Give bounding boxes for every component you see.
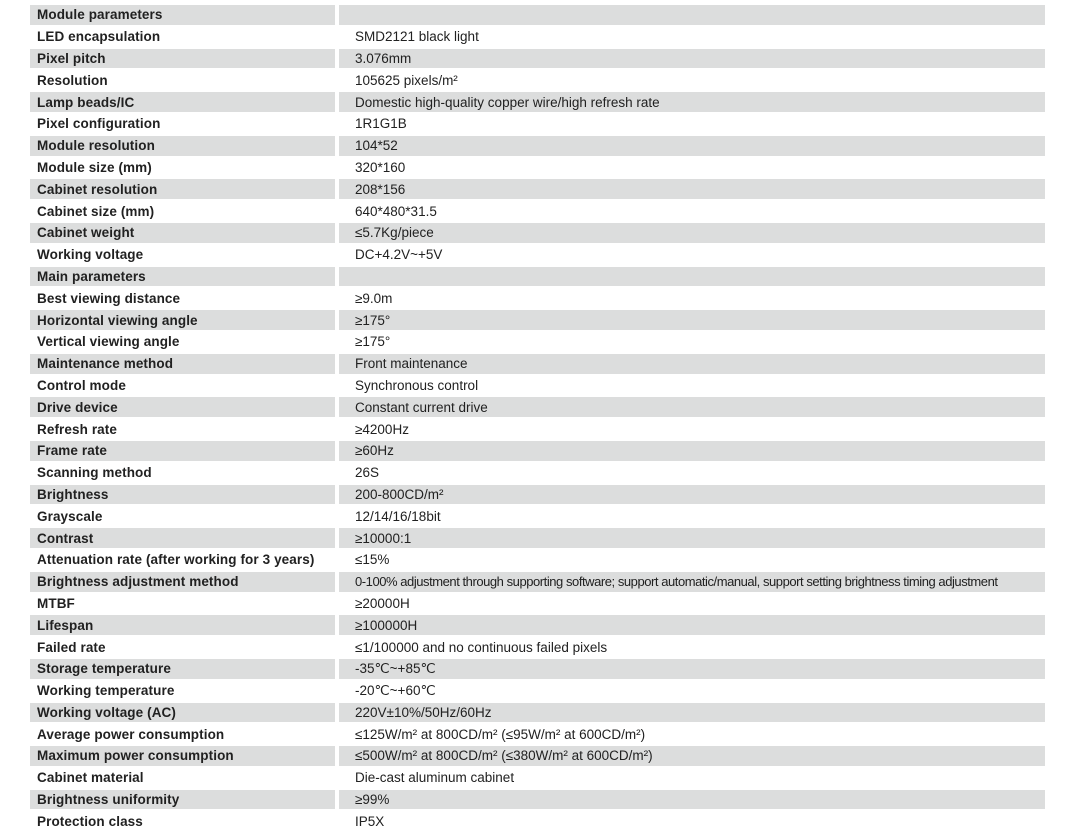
param-label: MTBF — [30, 594, 335, 616]
param-value: 220V±10%/50Hz/60Hz — [339, 703, 1045, 725]
param-label: Maximum power consumption — [30, 746, 335, 768]
table-row — [30, 681, 1045, 703]
param-value: ≥60Hz — [339, 441, 1045, 463]
param-value: 208*156 — [339, 179, 1045, 201]
table-row — [30, 485, 1045, 507]
param-label: Attenuation rate (after working for 3 years) — [30, 550, 335, 572]
param-value: ≤5.7Kg/piece — [339, 223, 1045, 245]
param-label: Average power consumption — [30, 724, 335, 746]
param-label: Resolution — [30, 70, 335, 92]
param-label: Contrast — [30, 528, 335, 550]
table-row — [30, 419, 1045, 441]
table-row — [30, 354, 1045, 376]
param-value: ≥20000H — [339, 594, 1045, 616]
param-value: ≥4200Hz — [339, 419, 1045, 441]
table-row — [30, 594, 1045, 616]
param-value: DC+4.2V~+5V — [339, 245, 1045, 267]
table-row — [30, 179, 1045, 201]
param-label: Protection class — [30, 811, 335, 833]
table-row — [30, 572, 1045, 594]
table-row — [30, 506, 1045, 528]
table-row — [30, 332, 1045, 354]
table-row — [30, 637, 1045, 659]
param-value: 200-800CD/m² — [339, 485, 1045, 507]
param-value: 640*480*31.5 — [339, 201, 1045, 223]
param-label: Control mode — [30, 376, 335, 398]
param-label: Working temperature — [30, 681, 335, 703]
param-label: Frame rate — [30, 441, 335, 463]
param-value: ≥100000H — [339, 615, 1045, 637]
param-label: Grayscale — [30, 506, 335, 528]
param-label: Best viewing distance — [30, 288, 335, 310]
param-value: Domestic high-quality copper wire/high refresh rate — [339, 92, 1045, 114]
param-label: Pixel configuration — [30, 114, 335, 136]
spec-table — [30, 5, 1045, 833]
param-value: ≥175° — [339, 310, 1045, 332]
param-value: 320*160 — [339, 158, 1045, 180]
section-header-row — [30, 5, 1045, 27]
param-label: Module parameters — [30, 5, 335, 27]
section-header-row — [30, 267, 1045, 289]
table-row — [30, 376, 1045, 398]
table-row — [30, 724, 1045, 746]
table-row — [30, 70, 1045, 92]
param-value: 1R1G1B — [339, 114, 1045, 136]
param-label: Drive device — [30, 397, 335, 419]
param-value: ≥99% — [339, 790, 1045, 812]
table-row — [30, 223, 1045, 245]
table-row — [30, 27, 1045, 49]
param-label: Brightness uniformity — [30, 790, 335, 812]
param-label: Brightness adjustment method — [30, 572, 335, 594]
table-row — [30, 158, 1045, 180]
param-label: Scanning method — [30, 463, 335, 485]
table-row — [30, 463, 1045, 485]
param-value: Front maintenance — [339, 354, 1045, 376]
param-label: Cabinet weight — [30, 223, 335, 245]
param-value: ≤500W/m² at 800CD/m² (≤380W/m² at 600CD/m²) — [339, 746, 1045, 768]
param-value: 12/14/16/18bit — [339, 506, 1045, 528]
param-value: ≥10000:1 — [339, 528, 1045, 550]
param-label: Module size (mm) — [30, 158, 335, 180]
param-label: Working voltage — [30, 245, 335, 267]
param-value: IP5X — [339, 811, 1045, 833]
param-value: Constant current drive — [339, 397, 1045, 419]
table-row — [30, 114, 1045, 136]
param-label: Cabinet material — [30, 768, 335, 790]
param-label: Pixel pitch — [30, 49, 335, 71]
table-row — [30, 49, 1045, 71]
param-value: 104*52 — [339, 136, 1045, 158]
table-row — [30, 136, 1045, 158]
param-label: Refresh rate — [30, 419, 335, 441]
param-label: Horizontal viewing angle — [30, 310, 335, 332]
table-row — [30, 768, 1045, 790]
table-row — [30, 615, 1045, 637]
param-label: Vertical viewing angle — [30, 332, 335, 354]
param-label: Lamp beads/IC — [30, 92, 335, 114]
table-row — [30, 288, 1045, 310]
table-row — [30, 441, 1045, 463]
param-value: -35℃~+85℃ — [339, 659, 1045, 681]
param-value: Die-cast aluminum cabinet — [339, 768, 1045, 790]
param-label: Main parameters — [30, 267, 335, 289]
param-value: 0-100% adjustment through supporting software; support automatic/manual, support setting brightness timing adjustment — [339, 572, 1045, 594]
param-value: Synchronous control — [339, 376, 1045, 398]
table-row — [30, 245, 1045, 267]
param-value: 26S — [339, 463, 1045, 485]
param-value: ≤15% — [339, 550, 1045, 572]
param-value: 105625 pixels/m² — [339, 70, 1045, 92]
param-label: Module resolution — [30, 136, 335, 158]
table-row — [30, 310, 1045, 332]
param-value — [339, 5, 1045, 27]
param-value: -20℃~+60℃ — [339, 681, 1045, 703]
table-row — [30, 550, 1045, 572]
table-row — [30, 746, 1045, 768]
table-row — [30, 790, 1045, 812]
param-value: ≤125W/m² at 800CD/m² (≤95W/m² at 600CD/m²) — [339, 724, 1045, 746]
param-label: Failed rate — [30, 637, 335, 659]
param-label: Maintenance method — [30, 354, 335, 376]
param-label: LED encapsulation — [30, 27, 335, 49]
param-value — [339, 267, 1045, 289]
param-value: 3.076mm — [339, 49, 1045, 71]
table-row — [30, 528, 1045, 550]
table-row — [30, 703, 1045, 725]
table-row — [30, 92, 1045, 114]
table-row — [30, 659, 1045, 681]
param-value: ≥175° — [339, 332, 1045, 354]
param-label: Cabinet size (mm) — [30, 201, 335, 223]
table-row — [30, 811, 1045, 833]
param-value: ≥9.0m — [339, 288, 1045, 310]
param-value: ≤1/100000 and no continuous failed pixels — [339, 637, 1045, 659]
table-row — [30, 397, 1045, 419]
param-label: Brightness — [30, 485, 335, 507]
param-label: Lifespan — [30, 615, 335, 637]
param-value: SMD2121 black light — [339, 27, 1045, 49]
param-label: Cabinet resolution — [30, 179, 335, 201]
table-row — [30, 201, 1045, 223]
param-label: Storage temperature — [30, 659, 335, 681]
param-label: Working voltage (AC) — [30, 703, 335, 725]
